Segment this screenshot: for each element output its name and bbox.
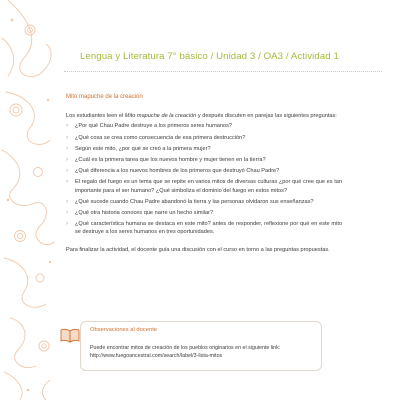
intro-paragraph (66, 112, 342, 120)
activity-content (66, 93, 342, 254)
bullet-icon: › (66, 210, 68, 217)
question-text: ¿Qué sucede cuando Chau Padre abandonó la tierra y las personas olvidaron sus enseñanzas? (75, 198, 314, 205)
section-title: Mito mapuche de la creación (66, 94, 143, 100)
question-item (66, 122, 342, 130)
open-book-icon (60, 328, 80, 344)
bullet-icon: › (66, 198, 68, 205)
question-item (66, 156, 342, 164)
question-item (66, 198, 342, 206)
question-text: ¿Qué característica humana se destaca en este mito? antes de responder, reflexione por qué en este mito se destruye a los seres humanos en tres oportunidades. (75, 221, 342, 236)
bullet-icon: › (66, 168, 68, 175)
bullet-icon: › (66, 179, 68, 186)
intro-text-end: y después discuten en parejas las siguientes preguntas: (196, 113, 337, 120)
question-item (66, 145, 342, 153)
question-text: ¿Qué cosa se crea como consecuencia de esa primera destrucción? (75, 134, 246, 141)
header-divider (64, 71, 382, 72)
question-text: ¿Qué otra historia conoces que narre un hecho similar? (75, 210, 214, 217)
bullet-icon: › (66, 134, 68, 141)
notes-link[interactable]: http://www.fuegoancestral.com/search/label/3-lista-mitos (90, 353, 223, 359)
question-item (66, 134, 342, 142)
notes-title: Observaciones al docente (90, 327, 158, 333)
closing-paragraph: Para finalizar la actividad, el docente guía una discusión con el curso en torno a las preguntas propuestas. (66, 246, 330, 253)
bullet-icon: › (66, 157, 68, 164)
question-item (66, 220, 342, 236)
notes-body (90, 344, 316, 360)
swirl-decoration (0, 0, 58, 400)
intro-text-start: Los estudiantes leen el (66, 113, 125, 120)
question-text: ¿Qué diferencia a los nuevos hombres de los primeros que destruyó Chau Padre? (75, 168, 280, 175)
question-list (66, 122, 342, 236)
notes-text: Puede encontrar mitos de creación de los pueblos originarios en el siguiente link: (90, 345, 281, 351)
myth-title: Mito mapuche de la creación (124, 113, 197, 120)
bullet-icon: › (66, 145, 68, 152)
question-text: ¿Por qué Chau Padre destruye a los primeros seres humanos? (75, 123, 233, 130)
header-title: Lengua y Literatura 7° básico / Unidad 3 / OA3 / Actividad 1 (80, 51, 339, 62)
question-text: El regalo del fuego es un tema que se repite en varios mitos de diversas culturas ¿por qué cree que es tan importante para el ser humano? ¿Qué simboliza el dominio del fuego en estos mitos? (75, 179, 342, 194)
question-text: ¿Cuál es la primera tarea que los nuevos hombre y mujer tienen en la tierra? (75, 157, 266, 164)
bullet-icon: › (66, 123, 68, 130)
question-item (66, 209, 342, 217)
question-text: Según este mito, ¿por qué se creó a la primera mujer? (75, 145, 211, 152)
teacher-notes-box (80, 321, 322, 371)
bullet-icon: › (66, 221, 68, 228)
question-item (66, 167, 342, 175)
question-item (66, 178, 342, 194)
